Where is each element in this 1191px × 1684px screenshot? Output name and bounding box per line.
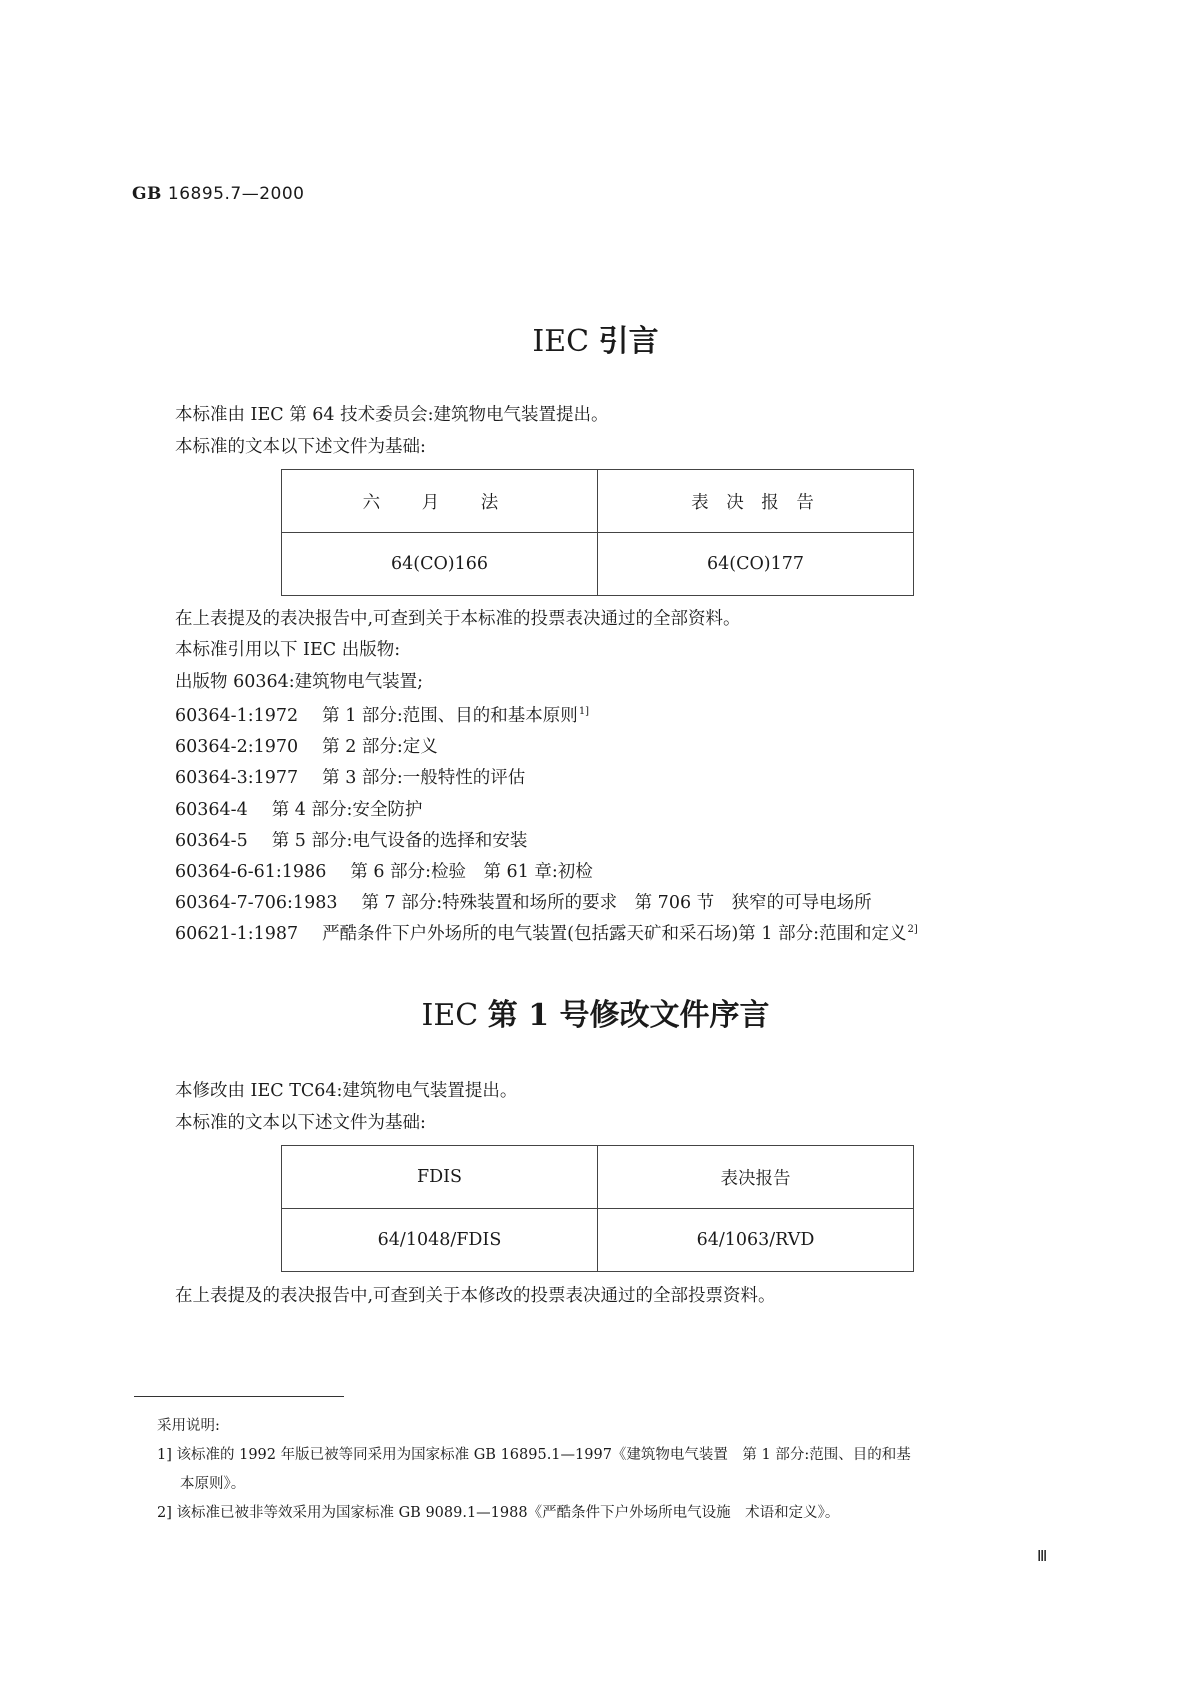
reference-item: 60364-2:1970 第 2 部分:定义 — [175, 737, 438, 757]
standard-number: 16895.7—2000 — [167, 184, 305, 204]
intro-line-2: 本标准的文本以下述文件为基础: — [175, 437, 426, 457]
documents-table-1 — [281, 469, 914, 596]
table-row — [282, 1146, 914, 1209]
document-code — [132, 184, 304, 204]
table-cell: 64(CO)177 — [598, 533, 914, 596]
reference-item: 60364-3:1977 第 3 部分:一般特性的评估 — [175, 768, 526, 788]
footnote-marker: 2] — [907, 924, 918, 936]
intro-line-1: 本标准由 IEC 第 64 技术委员会:建筑物电气装置提出。 — [175, 405, 609, 425]
after-table-line-3: 出版物 60364:建筑物电气装置; — [175, 672, 424, 692]
amendment-intro-line-1: 本修改由 IEC TC64:建筑物电气装置提出。 — [175, 1081, 518, 1101]
table-header-cell: 表决报告 — [598, 1146, 914, 1209]
reference-item: 60364-7-706:1983 第 7 部分:特殊装置和场所的要求 第 706 节 狭窄的可导电场所 — [175, 893, 872, 913]
amendment-intro-line-2: 本标准的文本以下述文件为基础: — [175, 1113, 426, 1133]
reference-item: 60364-6-61:1986 第 6 部分:检验 第 61 章:初检 — [175, 862, 593, 882]
table-header-cell: 六 月 法 — [282, 470, 598, 533]
table-row — [282, 1209, 914, 1272]
reference-item: 60364-1:1972 第 1 部分:范围、目的和基本原则$^{1]}$ — [175, 706, 590, 726]
footnote-heading: 采用说明: — [157, 1418, 220, 1434]
documents-table-2 — [281, 1145, 914, 1272]
footnote-marker: 1] — [578, 706, 590, 718]
table-cell: 64(CO)166 — [282, 533, 598, 596]
reference-item: 60364-5 第 5 部分:电气设备的选择和安装 — [175, 831, 528, 851]
section-title-iec-introduction: IEC 引言 — [532, 324, 659, 359]
footnote-1-continued: 本原则》。 — [180, 1476, 246, 1492]
section-title-amendment-preface: IEC 第 1 号修改文件序言 — [421, 998, 770, 1033]
after-table-line-1: 在上表提及的表决报告中,可查到关于本标准的投票表决通过的全部资料。 — [175, 609, 741, 629]
standard-prefix: GB — [132, 184, 162, 204]
table-row — [282, 470, 914, 533]
reference-item: 60621-1:1987 严酷条件下户外场所的电气装置(包括露天矿和采石场)第 1 部分:范围和定义$^{2]}$ — [175, 924, 918, 944]
amendment-after-table: 在上表提及的表决报告中,可查到关于本修改的投票表决通过的全部投票资料。 — [175, 1286, 776, 1306]
reference-item: 60364-4 第 4 部分:安全防护 — [175, 800, 423, 820]
table-header-cell: FDIS — [282, 1146, 598, 1209]
table-cell: 64/1063/RVD — [598, 1209, 914, 1272]
table-header-cell: 表 决 报 告 — [598, 470, 914, 533]
after-table-line-2: 本标准引用以下 IEC 出版物: — [175, 640, 401, 660]
table-cell: 64/1048/FDIS — [282, 1209, 598, 1272]
table-row — [282, 533, 914, 596]
footnote-divider — [134, 1396, 344, 1397]
page-number: Ⅲ — [1037, 1547, 1048, 1565]
footnote-1: 1] 该标准的 1992 年版已被等同采用为国家标准 GB 16895.1—1997《建筑物电气装置 第 1 部分:范围、目的和基 — [157, 1447, 911, 1463]
footnote-2: 2] 该标准已被非等效采用为国家标准 GB 9089.1—1988《严酷条件下户外场所电气设施 术语和定义》。 — [157, 1505, 840, 1521]
